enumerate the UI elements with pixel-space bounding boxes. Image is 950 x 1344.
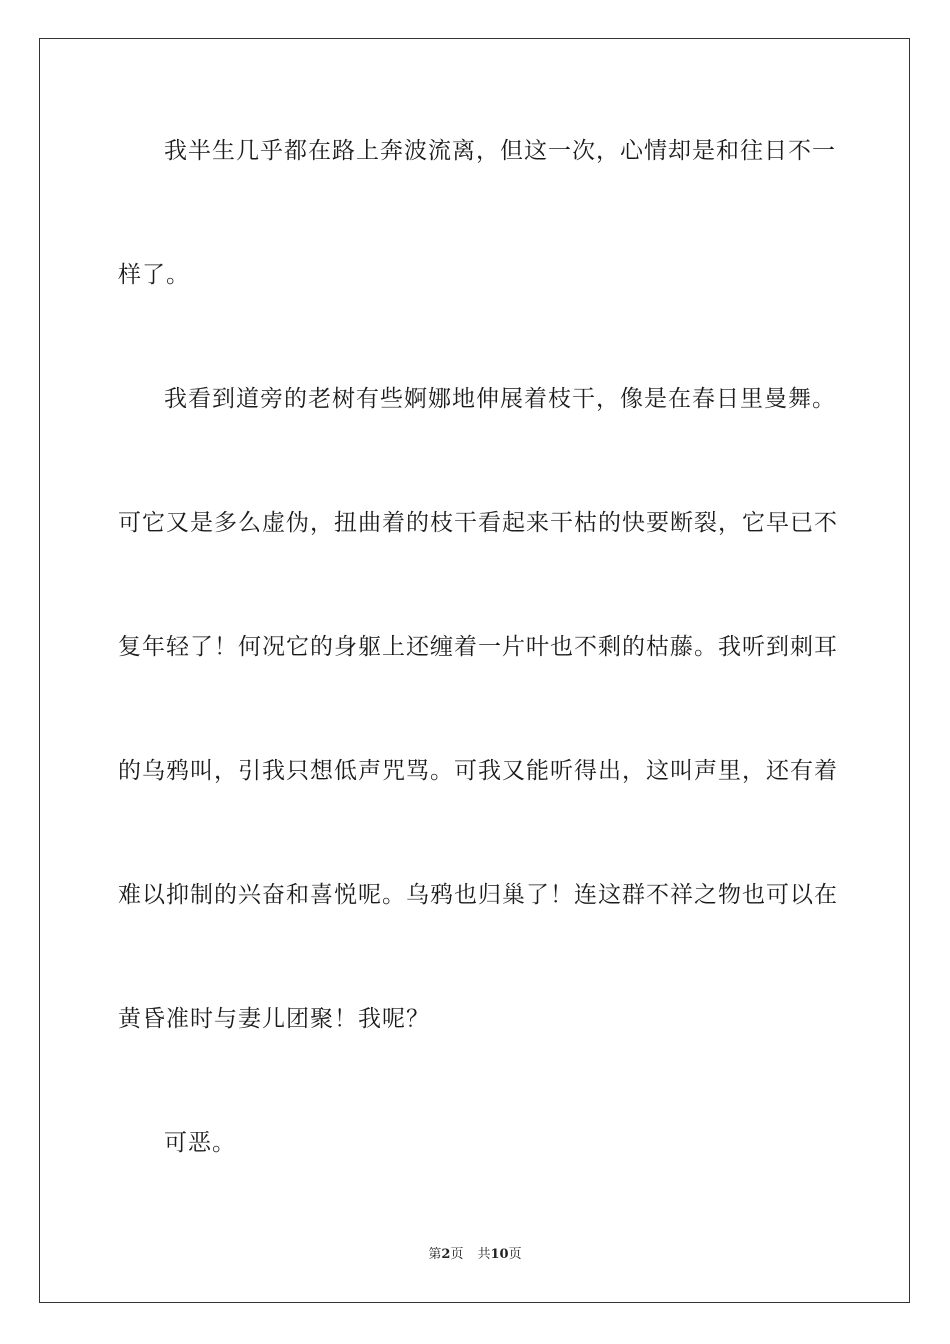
page-footer [0,1246,950,1264]
total-pages: 10 [490,1247,509,1262]
paragraph-2-line-4: 的乌鸦叫，引我只想低声咒骂。可我又能听得出，这叫声里，还有着 [118,758,838,784]
paragraph-2-line-5: 难以抑制的兴奋和喜悦呢。乌鸦也归巢了！连这群不祥之物也可以在 [118,882,838,908]
paragraph-2-line-2: 可它又是多么虚伪，扭曲着的枝干看起来干枯的快要断裂，它早已不 [118,510,838,536]
total-suffix: 页 [508,1247,522,1262]
paragraph-3-line-1: 可恶。 [164,1130,236,1156]
page-number: 2 [441,1247,451,1262]
paragraph-2-line-3: 复年轻了！何况它的身躯上还缠着一片叶也不剩的枯藤。我听到刺耳 [118,634,838,660]
paragraph-1-line-1: 我半生几乎都在路上奔波流离，但这一次，心情却是和往日不一 [164,138,836,164]
paragraph-2-line-6: 黄昏准时与妻儿团聚！我呢？ [118,1006,430,1032]
total-prefix: 共 [477,1247,491,1262]
paragraph-2-line-1: 我看到道旁的老树有些婀娜地伸展着枝干，像是在春日里曼舞。 [164,386,836,412]
paragraph-1-line-2: 样了。 [118,262,190,288]
page-suffix: 页 [450,1247,464,1262]
page-prefix: 第 [428,1247,442,1262]
page-border [39,38,910,1303]
